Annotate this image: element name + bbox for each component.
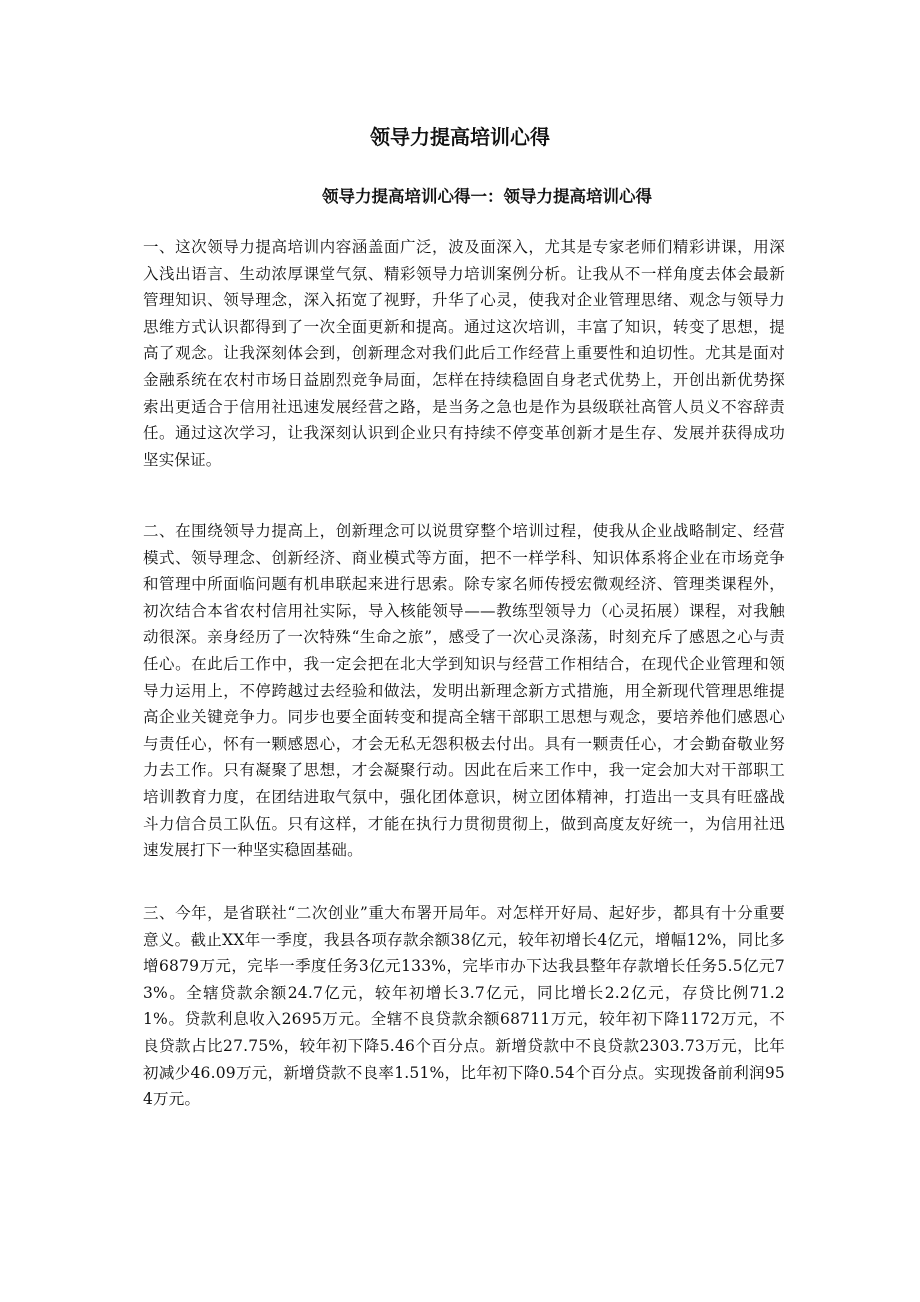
paragraph-1: 一、这次领导力提高培训内容涵盖面广泛，波及面深入，尤其是专家老师们精彩讲课，用深入浅出语言、生动浓厚课堂气氛、精彩领导力培训案例分析。让我从不一样角度去体会最新管理知识、领导理念，深入拓宽了视野，升华了心灵，使我对企业管理思绪、观念与领导力思维方式认识都得到了一次全面更新和提高。通过这次培训，丰富了知识，转变了思想，提高了观念。让我深刻体会到，创新理念对我们此后工作经营上重要性和迫切性。尤其是面对金融系统在农村市场日益剧烈竞争局面，怎样在持续稳固自身老式优势上，开创出新优势探索出更适合于信用社迅速发展经营之路，是当务之急也是作为县级联社高管人员义不容辞责任。通过这次学习，让我深刻认识到企业只有持续不停变革创新才是生存、发展并获得成功坚实保证。: [143, 238, 785, 469]
paragraph-2: 二、在围绕领导力提高上，创新理念可以说贯穿整个培训过程，使我从企业战略制定、经营模式、领导理念、创新经济、商业模式等方面，把不一样学科、知识体系将企业在市场竞争和管理中所面临问题有机串联起来进行思索。除专家名师传授宏微观经济、管理类课程外，初次结合本省农村信用社实际，导入核能领导——教练型领导力（心灵拓展）课程，对我触动很深。亲身经历了一次特殊“生命之旅”，感受了一次心灵涤荡，时刻充斥了感恩之心与责任心。在此后工作中，我一定会把在北大学到知识与经营工作相结合，在现代企业管理和领导力运用上，不停跨越过去经验和做法，发明出新理念新方式措施，用全新现代管理思维提高企业关键竞争力。同步也要全面转变和提高全辖干部职工思想与观念，要培养他们感恩心与责任心，怀有一颗感恩心，才会无私无怨积极去付出。具有一颗责任心，才会勤奋敬业努力去工作。只有凝聚了思想，才会凝聚行动。因此在后来工作中，我一定会加大对干部职工培训教育力度，在团结进取气氛中，强化团体意识，树立团体精神，打造出一支具有旺盛战斗力信合员工队伍。只有这样，才能在执行力贯彻贯彻上，做到高度友好统一，为信用社迅速发展打下一种坚实稳固基础。: [143, 522, 785, 860]
paragraph-3: 三、今年，是省联社“二次创业”重大布署开局年。对怎样开好局、起好步，都具有十分重要意义。截止XX年一季度，我县各项存款余额38亿元，较年初增长4亿元，增幅12%，同比多增6879万元，完毕一季度任务3亿元133%，完毕市办下达我县整年存款增长任务5.5亿元73%。全辖贷款余额24.7亿元，较年初增长3.7亿元，同比增长2.2亿元，存贷比例71.21%。贷款利息收入2695万元。全辖不良贷款余额68711万元，较年初下降1172万元，不良贷款占比27.75%，较年初下降5.46个百分点。新增贷款中不良贷款2303.73万元，比年初减少46.09万元，新增贷款不良率1.51%，比年初下降0.54个百分点。实现拨备前利润954万元。: [143, 904, 785, 1109]
document-subtitle: 领导力提高培训心得一：领导力提高培训心得: [322, 187, 652, 206]
document-title: 领导力提高培训心得: [370, 125, 550, 149]
